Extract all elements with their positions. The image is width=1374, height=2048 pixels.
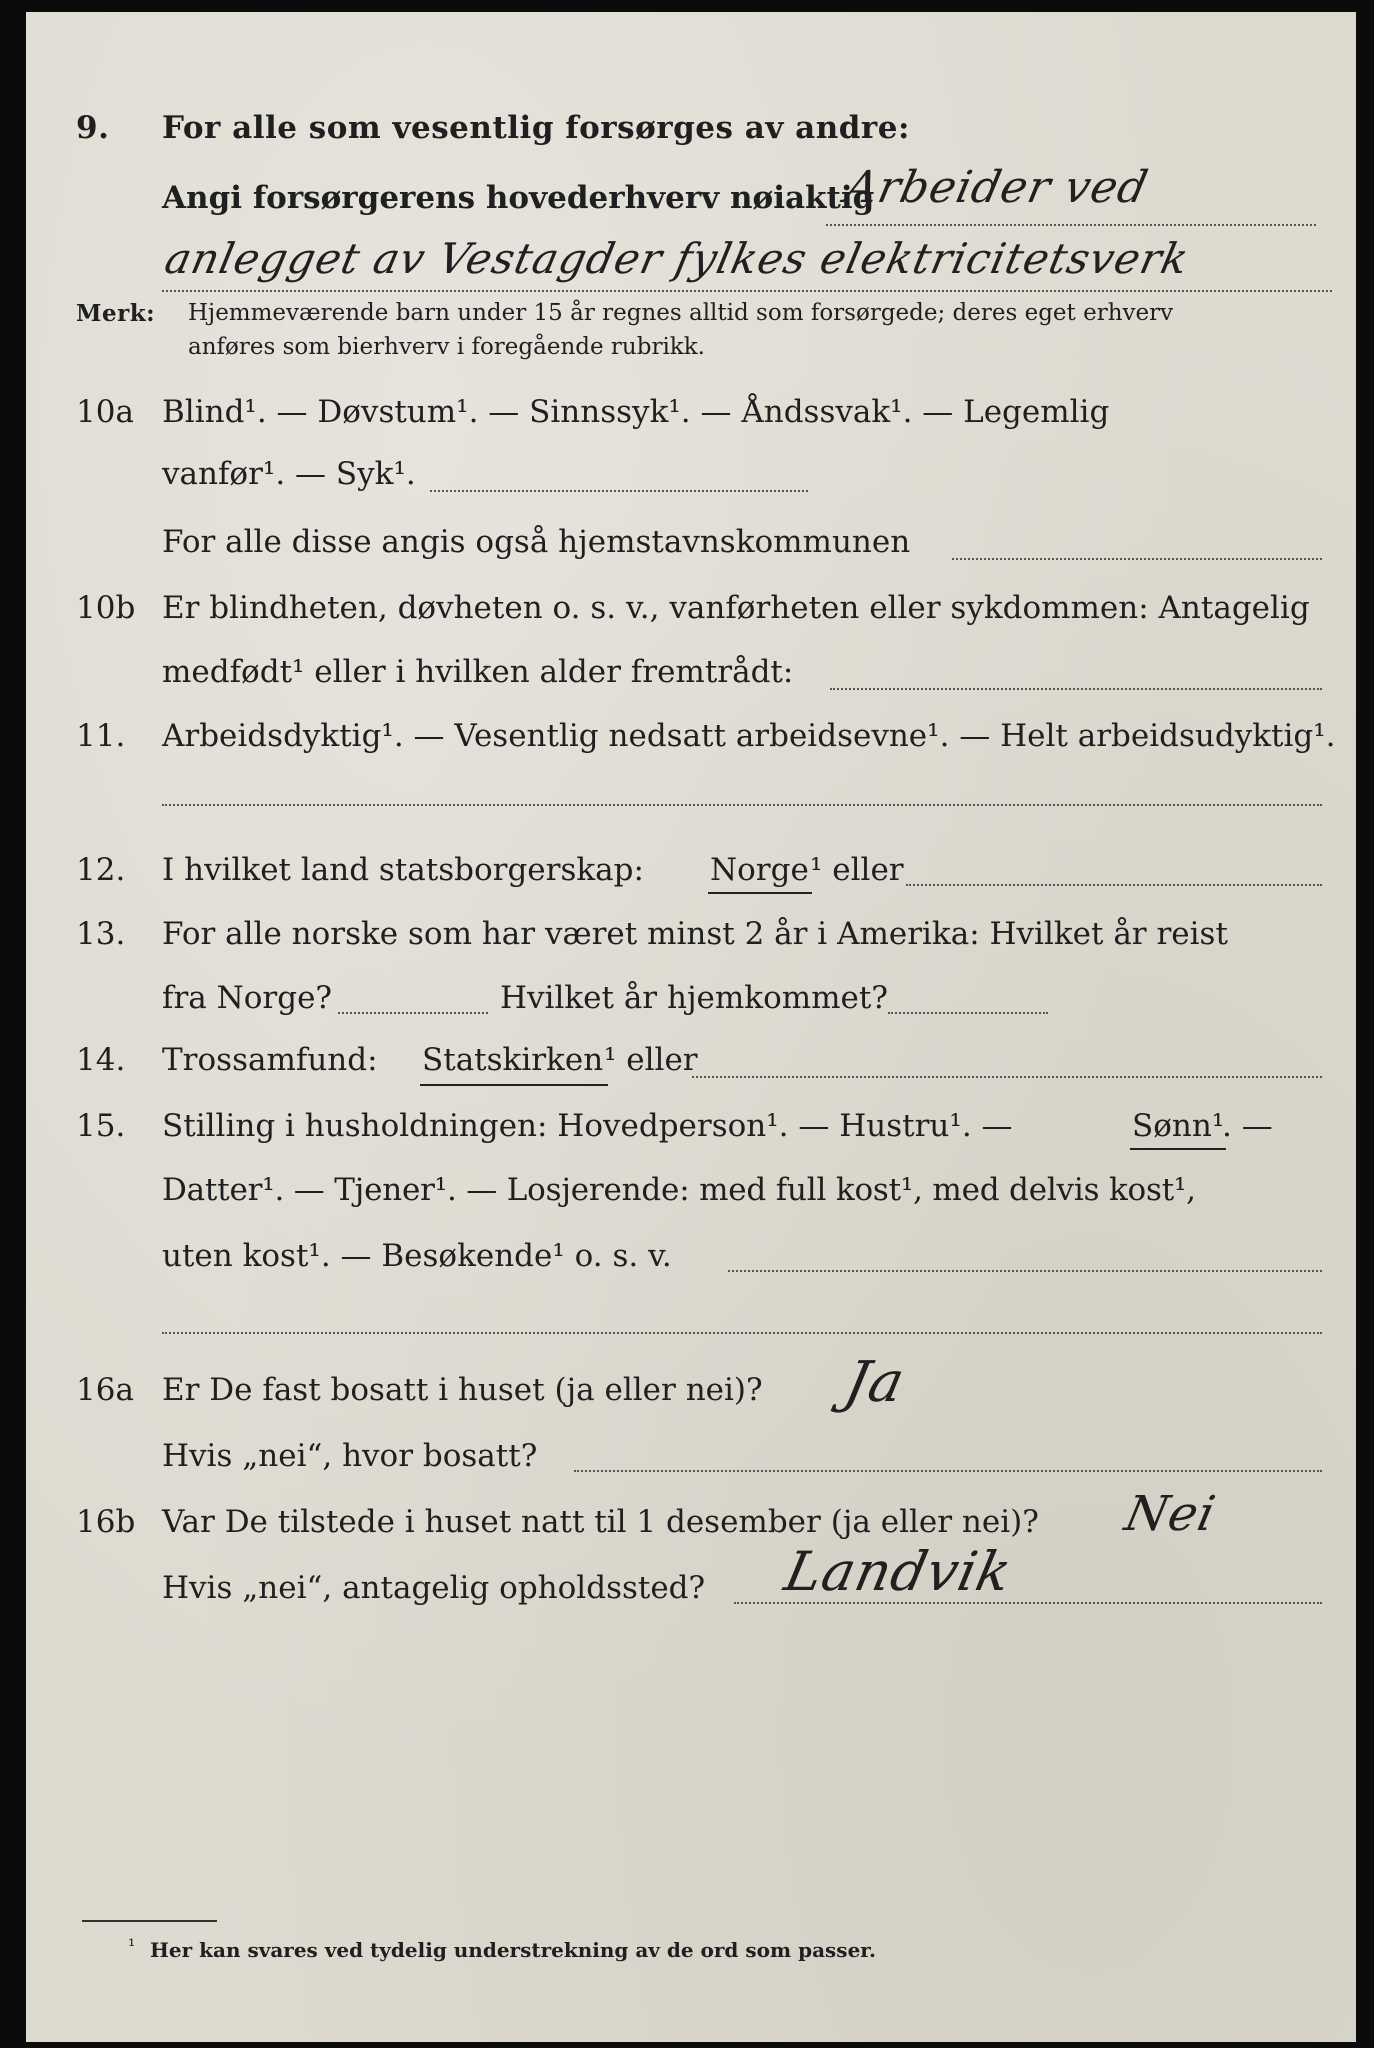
merk-line-2: anføres som bierhverv i foregående rubrikk. <box>188 334 705 360</box>
q16a-handwritten-answer: Ja <box>839 1350 911 1415</box>
q13-line-2b: Hvilket år hjemkommet? <box>500 980 888 1016</box>
q10a-syk-line <box>430 490 808 492</box>
q16b-handwritten-answer-2: Landvik <box>779 1540 1018 1603</box>
q14-prefix: Trossamfund: <box>162 1042 378 1078</box>
q12-suffix: ¹ eller <box>810 852 904 888</box>
q10a-line-1: Blind¹. — Døvstum¹. — Sinnssyk¹. — Åndssvak¹. — Legemlig <box>162 394 1110 430</box>
q15-line-1c: . — <box>1222 1108 1273 1144</box>
q13-line-1: For alle norske som har været minst 2 år i Amerika: Hvilket år reist <box>162 916 1228 952</box>
q10a-kommune-line <box>952 558 1322 560</box>
q14-suffix: ¹ eller <box>604 1042 698 1078</box>
q10b-number: 10b <box>76 590 136 626</box>
q11-line-1: Arbeidsdyktig¹. — Vesentlig nedsatt arbeidsevne¹. — Helt arbeidsudyktig¹. <box>162 718 1336 754</box>
q9-answer-line-1 <box>826 224 1316 226</box>
q14-answer-line <box>692 1076 1322 1078</box>
q10b-answer-line <box>830 688 1322 690</box>
q15-choice-underline <box>1130 1148 1226 1150</box>
q15-answer-line-1 <box>728 1270 1322 1272</box>
footnote-mark: ¹ <box>128 1936 136 1957</box>
q13-hjemkommet-line <box>888 1012 1048 1014</box>
q15-line-1a: Stilling i husholdningen: Hovedperson¹. — Hustru¹. — <box>162 1108 1013 1144</box>
q12-answer-line <box>906 884 1322 886</box>
q9-number: 9. <box>76 110 110 146</box>
q9-title: For alle som vesentlig forsørges av andre: <box>162 110 910 146</box>
q15-line-2: Datter¹. — Tjener¹. — Losjerende: med full kost¹, med delvis kost¹, <box>162 1172 1196 1208</box>
q13-reist-line <box>338 1012 488 1014</box>
q16b-number: 16b <box>76 1504 136 1540</box>
q16b-handwritten-answer-1: Nei <box>1120 1486 1221 1542</box>
q9-handwritten-answer-2: anlegget av Vestagder fylkes elektricitetsverk <box>160 234 1194 283</box>
q9-answer-line-2 <box>162 290 1332 292</box>
q14-number: 14. <box>76 1042 126 1078</box>
merk-label: Merk: <box>76 300 156 327</box>
q16a-line-2: Hvis „nei“, hvor bosatt? <box>162 1438 538 1474</box>
q16a-answer-line <box>574 1470 1322 1472</box>
footnote-rule <box>82 1920 217 1922</box>
q11-answer-line <box>162 804 1322 806</box>
q13-line-2a: fra Norge? <box>162 980 333 1016</box>
q10a-line-3: For alle disse angis også hjemstavnskommunen <box>162 524 911 560</box>
q13-number: 13. <box>76 916 126 952</box>
q16a-line-1: Er De fast bosatt i huset (ja eller nei)? <box>162 1372 763 1408</box>
q10a-number: 10a <box>76 394 134 430</box>
q15-answer-line-2 <box>162 1332 1322 1334</box>
q16b-line-1: Var De tilstede i huset natt til 1 desember (ja eller nei)? <box>162 1504 1039 1540</box>
q16a-number: 16a <box>76 1372 134 1408</box>
q9-handwritten-answer-1: Arbeider ved <box>840 162 1153 213</box>
q15-choice-sonn: Sønn¹ <box>1132 1108 1225 1144</box>
q10b-line-1: Er blindheten, døvheten o. s. v., vanførheten eller sykdommen: Antagelig <box>162 590 1310 626</box>
q14-choice-underline <box>420 1084 608 1086</box>
q11-number: 11. <box>76 718 126 754</box>
merk-line-1: Hjemmeværende barn under 15 år regnes alltid som forsørgede; deres eget erhverv <box>188 300 1174 326</box>
q10a-line-2: vanfør¹. — Syk¹. <box>162 456 416 492</box>
footnote-text: Her kan svares ved tydelig understrekning av de ord som passer. <box>150 1938 876 1962</box>
q12-prefix: I hvilket land statsborgerskap: <box>162 852 644 888</box>
q12-choice-underline <box>708 892 812 894</box>
q14-choice-statskirken: Statskirken <box>422 1042 604 1078</box>
q15-line-3: uten kost¹. — Besøkende¹ o. s. v. <box>162 1238 672 1274</box>
q12-number: 12. <box>76 852 126 888</box>
census-form-page <box>26 12 1356 2042</box>
q15-number: 15. <box>76 1108 126 1144</box>
q10b-line-2: medfødt¹ eller i hvilken alder fremtrådt: <box>162 654 794 690</box>
q12-choice-norge: Norge <box>710 852 809 888</box>
q9-prompt: Angi forsørgerens hovederhverv nøiaktig <box>162 180 875 216</box>
q16b-line-2: Hvis „nei“, antagelig opholdssted? <box>162 1570 706 1606</box>
